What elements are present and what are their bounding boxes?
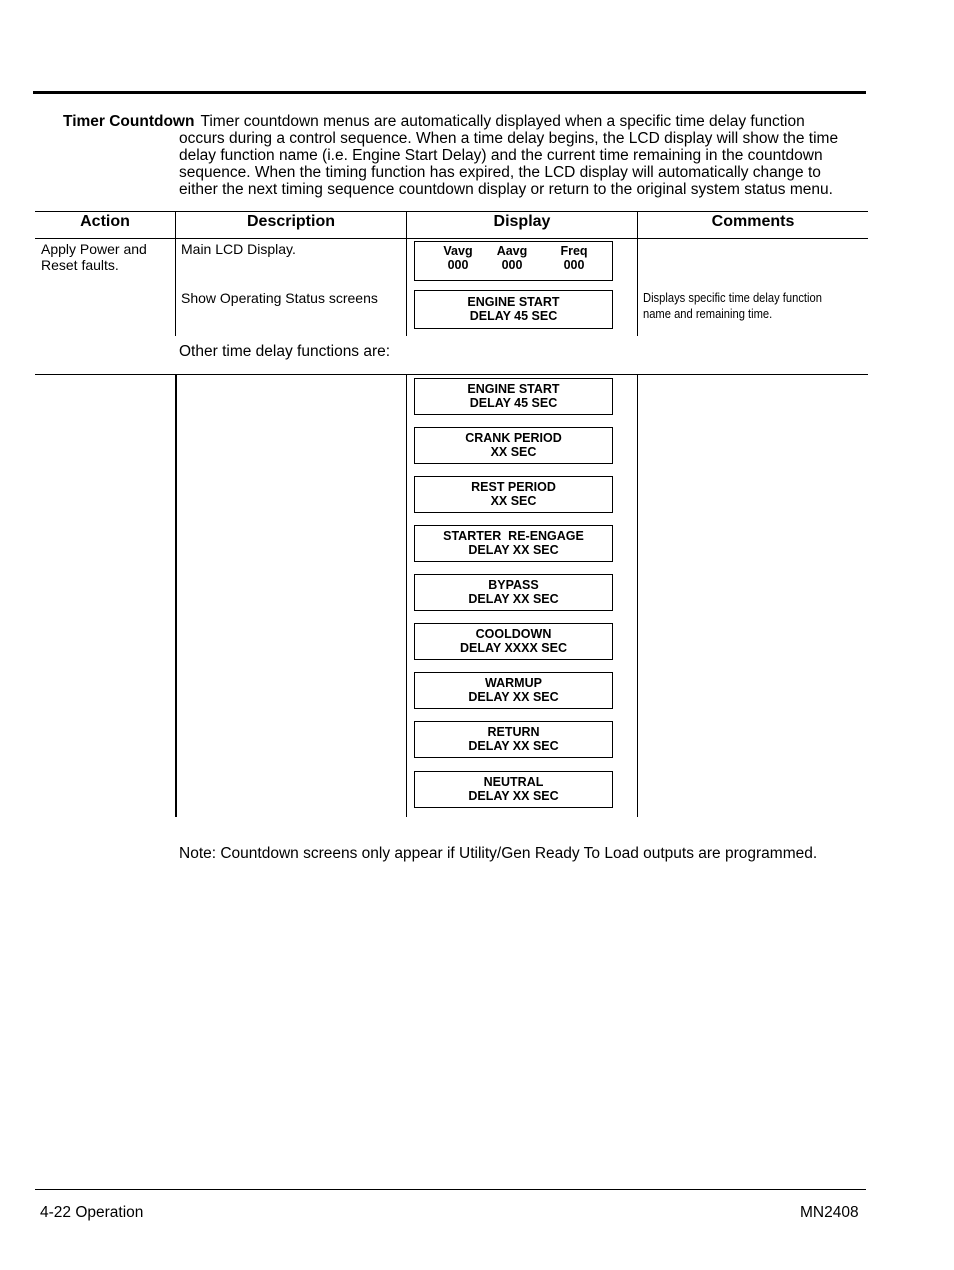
lcd-value-freq: 000 [563, 257, 585, 272]
lcd-label-vavg: Vavg [443, 244, 473, 258]
row1-action [41, 241, 147, 273]
lcd-value-vavg: 000 [447, 257, 469, 272]
header-display: Display [493, 213, 551, 230]
comment-line-2: name and remaining time. [643, 306, 773, 321]
col-divider [637, 374, 638, 817]
row2-description: Show Operating Status screens [181, 290, 378, 306]
table-header-top-rule [35, 211, 868, 212]
lcd-line-2: XX SEC [490, 493, 537, 508]
lcd-line-2: DELAY XX SEC [468, 788, 559, 803]
lcd-line-2: DELAY 45 SEC [469, 308, 558, 323]
lcd-warmup [414, 672, 613, 709]
lcd-value-aavg: 000 [501, 257, 523, 272]
lcd-bypass [414, 574, 613, 611]
lcd-line-1: NEUTRAL [483, 775, 544, 789]
col-divider [175, 374, 177, 817]
lcd-line-1: STARTER RE-ENGAGE [443, 529, 584, 543]
header-comments: Comments [711, 213, 795, 230]
lcd-engine-start-display [414, 290, 613, 329]
lcd-line-1: BYPASS [488, 578, 539, 592]
intro-line-3: delay function name (i.e. Engine Start Delay) and the current time remaining in the countdown [179, 147, 823, 164]
lcd-rest-period [414, 476, 613, 513]
lcd-starter-re-engage [414, 525, 613, 562]
lcd-line-1: REST PERIOD [471, 480, 556, 494]
intro-line-5: either the next timing sequence countdown display or return to the original system status menu. [179, 181, 833, 198]
section-rule [35, 374, 868, 375]
row2-comment [643, 290, 822, 322]
intro-paragraph [63, 113, 863, 198]
other-functions-label: Other time delay functions are: [179, 343, 391, 360]
col-divider [175, 211, 176, 336]
lcd-line-1: CRANK PERIOD [465, 431, 562, 445]
table-header-bottom-rule [35, 238, 868, 239]
note-text: Note: Countdown screens only appear if Utility/Gen Ready To Load outputs are programmed. [179, 845, 818, 862]
lcd-label-freq: Freq [560, 244, 588, 258]
lcd-line-2: DELAY 45 SEC [469, 395, 558, 410]
top-rule [33, 91, 866, 94]
lcd-crank-period [414, 427, 613, 464]
action-line-2: Reset faults. [41, 257, 119, 273]
lcd-engine-start [414, 378, 613, 415]
header-description: Description [246, 213, 335, 230]
action-line-1: Apply Power and [41, 241, 147, 257]
lcd-line-1: COOLDOWN [475, 627, 552, 641]
lcd-line-1: WARMUP [485, 676, 542, 690]
lcd-label-aavg: Aavg [496, 244, 528, 258]
intro-line-1: Timer countdown menus are automatically displayed when a specific time delay function [200, 113, 805, 130]
section-heading: Timer Countdown [63, 113, 195, 130]
col-divider [637, 211, 638, 336]
header-action: Action [80, 213, 130, 230]
lcd-line-2: DELAY XX SEC [468, 591, 559, 606]
lcd-line-1: RETURN [487, 725, 540, 739]
row1-description: Main LCD Display. [181, 241, 296, 257]
lcd-neutral [414, 771, 613, 808]
col-divider [406, 211, 407, 336]
lcd-line-2: DELAY XX SEC [468, 738, 559, 753]
lcd-line-2: XX SEC [490, 444, 537, 459]
footer-doc-number: MN2408 [800, 1204, 859, 1221]
lcd-line-1: ENGINE START [467, 295, 560, 309]
comment-line-1: Displays specific time delay function [643, 290, 822, 305]
lcd-line-2: DELAY XX SEC [468, 689, 559, 704]
lcd-line-1: ENGINE START [467, 382, 560, 396]
col-divider [406, 374, 407, 817]
lcd-main-display [414, 241, 613, 281]
lcd-line-2: DELAY XXXX SEC [460, 640, 567, 655]
footer-page-label: 4-22 Operation [40, 1204, 144, 1221]
lcd-line-2: DELAY XX SEC [468, 542, 559, 557]
intro-line-2: occurs during a control sequence. When a time delay begins, the LCD display will show the time [179, 130, 839, 147]
footer-rule [35, 1189, 866, 1190]
lcd-cooldown [414, 623, 613, 660]
intro-line-4: sequence. When the timing function has expired, the LCD display will automatically change to [179, 164, 821, 181]
lcd-return [414, 721, 613, 758]
